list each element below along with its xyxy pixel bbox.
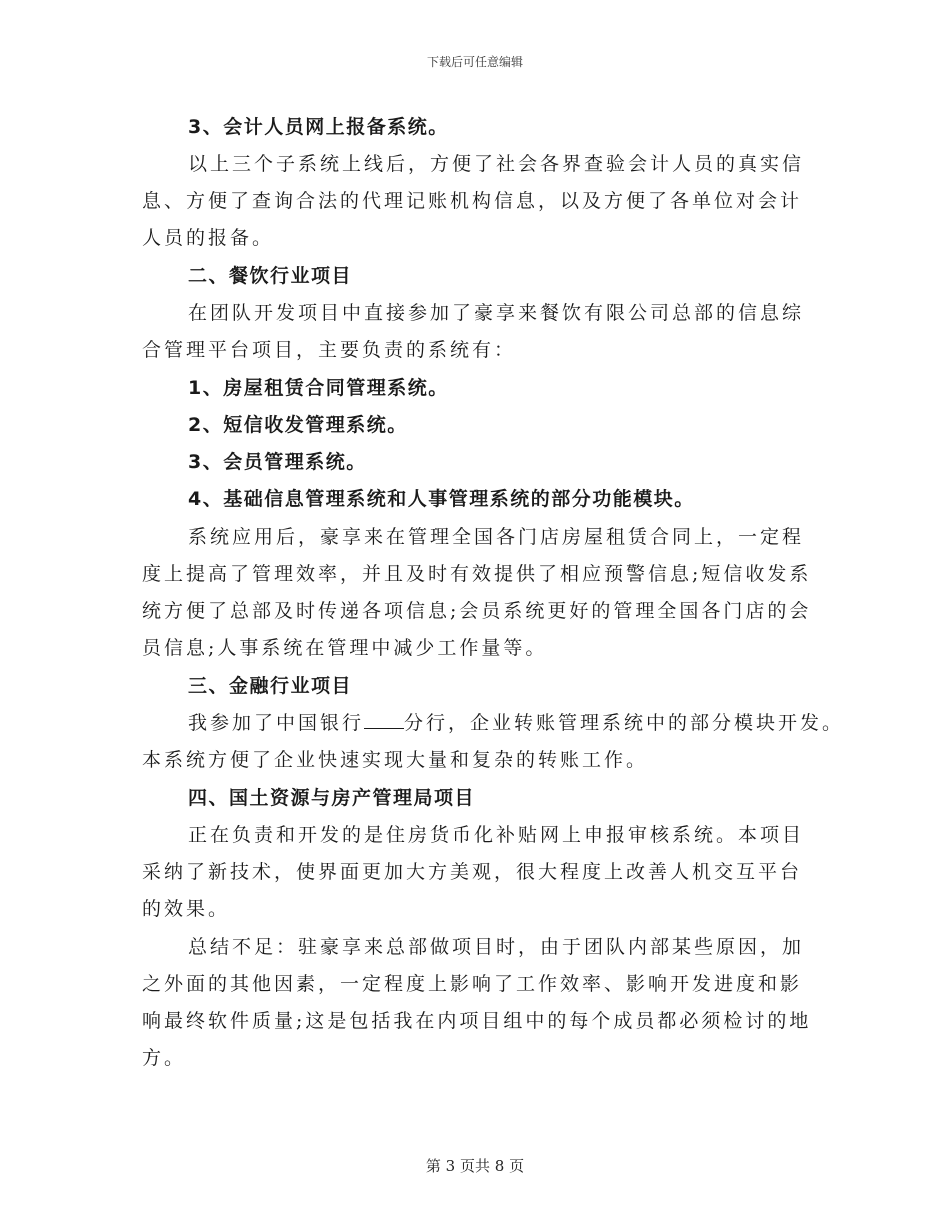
paragraph-text: 分行，企业转账管理系统中的部分模块开发。 [404, 712, 845, 734]
paragraph-line: 之外面的其他因素，一定程度上影响了工作效率、影响开发进度和影 [142, 973, 803, 995]
paragraph-line: 方。 [142, 1047, 187, 1069]
page-header: 下载后可任意编辑 [426, 55, 523, 69]
paragraph-line: 统方便了总部及时传递各项信息;会员系统更好的管理全国各门店的会 [142, 600, 812, 622]
paragraph-line: 正在负责和开发的是住房货币化补贴网上申报审核系统。本项目 [188, 824, 805, 846]
page-footer: 第 3 页共 8 页 [425, 1157, 525, 1175]
list-item: 2、短信收发管理系统。 [188, 414, 408, 436]
paragraph-line: 人员的报备。 [142, 227, 275, 249]
list-item: 3、会计人员网上报备系统。 [188, 116, 449, 138]
paragraph-line [188, 711, 848, 735]
paragraph-line: 系统应用后，豪享来在管理全国各门店房屋租赁合同上，一定程 [188, 526, 805, 548]
paragraph-line: 总结不足：驻豪享来总部做项目时，由于团队内部某些原因，加 [188, 936, 805, 958]
section-heading: 二、餐饮行业项目 [188, 265, 353, 287]
paragraph-line: 响最终软件质量;这是包括我在内项目组中的每个成员都必须检讨的地 [142, 1010, 812, 1032]
paragraph-line: 的效果。 [142, 898, 231, 920]
list-item: 3、会员管理系统。 [188, 451, 367, 473]
paragraph-line: 合管理平台项目，主要负责的系统有： [142, 339, 517, 361]
paragraph-line: 以上三个子系统上线后，方便了社会各界查验会计人员的真实信 [188, 153, 805, 175]
paragraph-line: 采纳了新技术，使界面更加大方美观，很大程度上改善人机交互平台 [142, 861, 803, 883]
paragraph-line: 本系统方便了企业快速实现大量和复杂的转账工作。 [142, 749, 649, 771]
section-heading: 三、金融行业项目 [188, 675, 353, 697]
list-item: 4、基础信息管理系统和人事管理系统的部分功能模块。 [188, 488, 695, 510]
section-heading: 四、国土资源与房产管理局项目 [188, 787, 476, 809]
paragraph-line: 在团队开发项目中直接参加了豪享来餐饮有限公司总部的信息综 [188, 302, 805, 324]
paragraph-line: 息、方便了查询合法的代理记账机构信息，以及方便了各单位对会计 [142, 190, 803, 212]
paragraph-line: 度上提高了管理效率，并且及时有效提供了相应预警信息;短信收发系 [142, 563, 812, 585]
paragraph-line: 员信息;人事系统在管理中减少工作量等。 [142, 637, 548, 659]
list-item: 1、房屋租赁合同管理系统。 [188, 377, 449, 399]
fill-in-blank [364, 711, 404, 729]
paragraph-text: 我参加了中国银行 [188, 712, 365, 734]
